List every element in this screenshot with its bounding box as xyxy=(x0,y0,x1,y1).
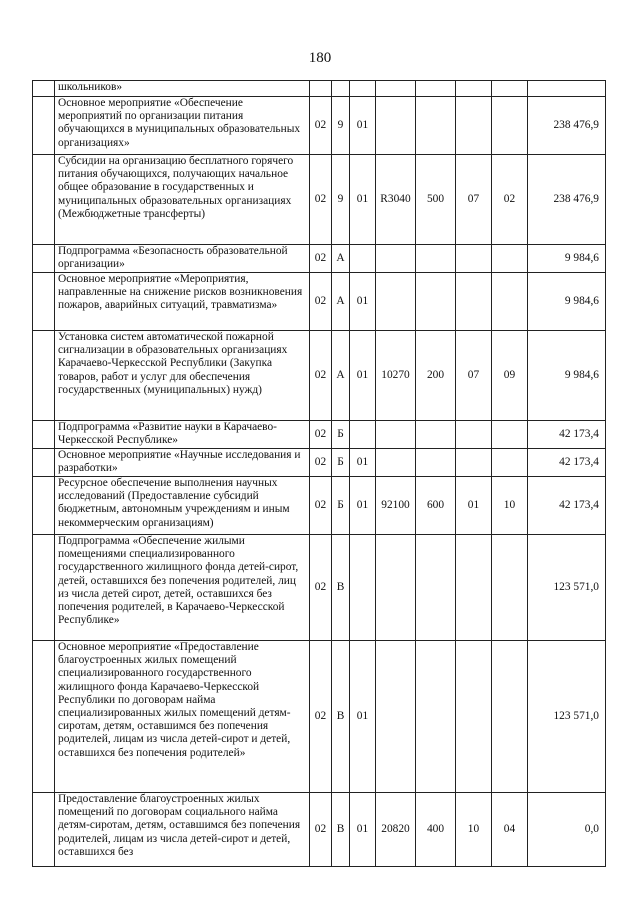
code-cell-c4 xyxy=(376,641,416,793)
code-cell-c6 xyxy=(456,81,492,97)
code-cell-c3 xyxy=(350,81,376,97)
row-name-cell: Предоставление благоустроенных жилых помещений по договорам социального найма детям-сиротам, детям, оставшимся без попечения родителей, лицам из числа детей-сирот и детей, оставшихся без xyxy=(55,793,310,867)
row-name-cell: Основное мероприятие «Обеспечение мероприятий по организации питания обучающихся в муниципальных образовательных организациях» xyxy=(55,97,310,155)
row-index-cell xyxy=(33,793,55,867)
code-cell-c3: 01 xyxy=(350,449,376,477)
code-cell-c1: 02 xyxy=(310,793,332,867)
table-row xyxy=(33,641,606,793)
row-index-cell xyxy=(33,155,55,245)
code-cell-c4 xyxy=(376,273,416,331)
amount-cell: 42 173,4 xyxy=(528,477,606,535)
code-cell-c6: 10 xyxy=(456,793,492,867)
row-index-cell xyxy=(33,641,55,793)
code-cell-c7: 04 xyxy=(492,793,528,867)
code-cell-c7 xyxy=(492,421,528,449)
row-name-cell: Основное мероприятие «Предоставление благоустроенных жилых помещений специализированного государственного жилищного фонда Карачаево-Черкесской Республики по договорам найма специализированных жилых помещений детям-сиротам, детям, оставшимся без попечения родителей, лицам из числа детей-сирот и детей, оставшихся без попечения родителей» xyxy=(55,641,310,793)
code-cell-c4 xyxy=(376,245,416,273)
code-cell-c4 xyxy=(376,535,416,641)
code-cell-c7 xyxy=(492,245,528,273)
table-row xyxy=(33,477,606,535)
code-cell-c6 xyxy=(456,421,492,449)
code-cell-c3: 01 xyxy=(350,477,376,535)
code-cell-c6 xyxy=(456,245,492,273)
row-index-cell xyxy=(33,273,55,331)
code-cell-c3: 01 xyxy=(350,793,376,867)
amount-cell: 42 173,4 xyxy=(528,421,606,449)
code-cell-c2: 9 xyxy=(332,155,350,245)
amount-cell: 123 571,0 xyxy=(528,641,606,793)
code-cell-c7 xyxy=(492,449,528,477)
table-body xyxy=(33,81,606,867)
code-cell-c3: 01 xyxy=(350,97,376,155)
code-cell-c1: 02 xyxy=(310,421,332,449)
page-number: 180 xyxy=(308,50,332,66)
code-cell-c1: 02 xyxy=(310,477,332,535)
table-row xyxy=(33,793,606,867)
code-cell-c1: 02 xyxy=(310,449,332,477)
row-name-cell: Подпрограмма «Обеспечение жилыми помещениями специализированного государственного жилищного фонда детей-сирот, детей, оставшихся без попечения родителей, лиц из числа детей сирот, детей, оставшихся без попечения родителей, в Карачаево-Черкесской Республике» xyxy=(55,535,310,641)
code-cell-c4: 10270 xyxy=(376,331,416,421)
row-name-cell: Установка систем автоматической пожарной сигнализации в образовательных организациях Карачаево-Черкесской Республики (Закупка товаров, работ и услуг для обеспечения государственных (муниципальных) нужд) xyxy=(55,331,310,421)
row-name-cell: Субсидии на организацию бесплатного горячего питания обучающихся, получающих начальное общее образование в государственных и муниципальных образовательных организациях (Межбюджетные трансферты) xyxy=(55,155,310,245)
amount-cell: 9 984,6 xyxy=(528,245,606,273)
amount-cell xyxy=(528,81,606,97)
code-cell-c4: R3040 xyxy=(376,155,416,245)
amount-cell: 42 173,4 xyxy=(528,449,606,477)
code-cell-c1: 02 xyxy=(310,535,332,641)
table-row xyxy=(33,535,606,641)
code-cell-c2: В xyxy=(332,641,350,793)
row-name-cell: школьников» xyxy=(55,81,310,97)
code-cell-c5: 400 xyxy=(416,793,456,867)
code-cell-c4: 20820 xyxy=(376,793,416,867)
code-cell-c5 xyxy=(416,421,456,449)
code-cell-c2: А xyxy=(332,273,350,331)
row-index-cell xyxy=(33,245,55,273)
code-cell-c1: 02 xyxy=(310,97,332,155)
table-row xyxy=(33,155,606,245)
code-cell-c3 xyxy=(350,535,376,641)
code-cell-c4 xyxy=(376,421,416,449)
code-cell-c2: А xyxy=(332,245,350,273)
code-cell-c4 xyxy=(376,449,416,477)
code-cell-c2: А xyxy=(332,331,350,421)
row-index-cell xyxy=(33,449,55,477)
code-cell-c7 xyxy=(492,273,528,331)
code-cell-c1: 02 xyxy=(310,641,332,793)
code-cell-c2 xyxy=(332,81,350,97)
code-cell-c6 xyxy=(456,449,492,477)
row-name-cell: Основное мероприятие «Мероприятия, направленные на снижение рисков возникновения пожаров, аварийных ситуаций, травматизма» xyxy=(55,273,310,331)
row-name-cell: Подпрограмма «Безопасность образовательной организации» xyxy=(55,245,310,273)
code-cell-c6: 07 xyxy=(456,155,492,245)
code-cell-c6 xyxy=(456,535,492,641)
code-cell-c7: 10 xyxy=(492,477,528,535)
code-cell-c5: 600 xyxy=(416,477,456,535)
code-cell-c5 xyxy=(416,273,456,331)
row-index-cell xyxy=(33,421,55,449)
code-cell-c4 xyxy=(376,97,416,155)
code-cell-c7: 09 xyxy=(492,331,528,421)
code-cell-c6: 07 xyxy=(456,331,492,421)
amount-cell: 0,0 xyxy=(528,793,606,867)
table-row xyxy=(33,245,606,273)
code-cell-c4: 92100 xyxy=(376,477,416,535)
code-cell-c5 xyxy=(416,97,456,155)
code-cell-c3: 01 xyxy=(350,155,376,245)
code-cell-c3: 01 xyxy=(350,331,376,421)
code-cell-c5: 200 xyxy=(416,331,456,421)
table-row xyxy=(33,81,606,97)
amount-cell: 9 984,6 xyxy=(528,273,606,331)
code-cell-c3 xyxy=(350,245,376,273)
code-cell-c1: 02 xyxy=(310,331,332,421)
code-cell-c3: 01 xyxy=(350,273,376,331)
code-cell-c7 xyxy=(492,81,528,97)
amount-cell: 123 571,0 xyxy=(528,535,606,641)
code-cell-c7 xyxy=(492,97,528,155)
code-cell-c2: Б xyxy=(332,449,350,477)
code-cell-c6: 01 xyxy=(456,477,492,535)
row-name-cell: Ресурсное обеспечение выполнения научных исследований (Предоставление субсидий бюджетным, автономным учреждениям и иным некоммерческим организациям) xyxy=(55,477,310,535)
code-cell-c2: В xyxy=(332,535,350,641)
row-index-cell xyxy=(33,477,55,535)
code-cell-c5: 500 xyxy=(416,155,456,245)
code-cell-c6 xyxy=(456,273,492,331)
code-cell-c7: 02 xyxy=(492,155,528,245)
row-name-cell: Подпрограмма «Развитие науки в Карачаево-Черкесской Республике» xyxy=(55,421,310,449)
code-cell-c2: 9 xyxy=(332,97,350,155)
code-cell-c3: 01 xyxy=(350,641,376,793)
table-row xyxy=(33,421,606,449)
row-index-cell xyxy=(33,535,55,641)
row-index-cell xyxy=(33,331,55,421)
row-index-cell xyxy=(33,81,55,97)
code-cell-c2: Б xyxy=(332,477,350,535)
code-cell-c5 xyxy=(416,449,456,477)
code-cell-c5 xyxy=(416,641,456,793)
table-row xyxy=(33,273,606,331)
code-cell-c1: 02 xyxy=(310,245,332,273)
amount-cell: 238 476,9 xyxy=(528,97,606,155)
code-cell-c5 xyxy=(416,535,456,641)
budget-table xyxy=(32,80,606,867)
row-name-cell: Основное мероприятие «Научные исследования и разработки» xyxy=(55,449,310,477)
code-cell-c2: Б xyxy=(332,421,350,449)
amount-cell: 9 984,6 xyxy=(528,331,606,421)
code-cell-c1 xyxy=(310,81,332,97)
code-cell-c2: В xyxy=(332,793,350,867)
code-cell-c4 xyxy=(376,81,416,97)
table-row xyxy=(33,97,606,155)
amount-cell: 238 476,9 xyxy=(528,155,606,245)
table-row xyxy=(33,331,606,421)
code-cell-c6 xyxy=(456,97,492,155)
code-cell-c6 xyxy=(456,641,492,793)
code-cell-c3 xyxy=(350,421,376,449)
table-row xyxy=(33,449,606,477)
code-cell-c5 xyxy=(416,81,456,97)
code-cell-c1: 02 xyxy=(310,155,332,245)
code-cell-c7 xyxy=(492,535,528,641)
row-index-cell xyxy=(33,97,55,155)
code-cell-c1: 02 xyxy=(310,273,332,331)
code-cell-c7 xyxy=(492,641,528,793)
code-cell-c5 xyxy=(416,245,456,273)
